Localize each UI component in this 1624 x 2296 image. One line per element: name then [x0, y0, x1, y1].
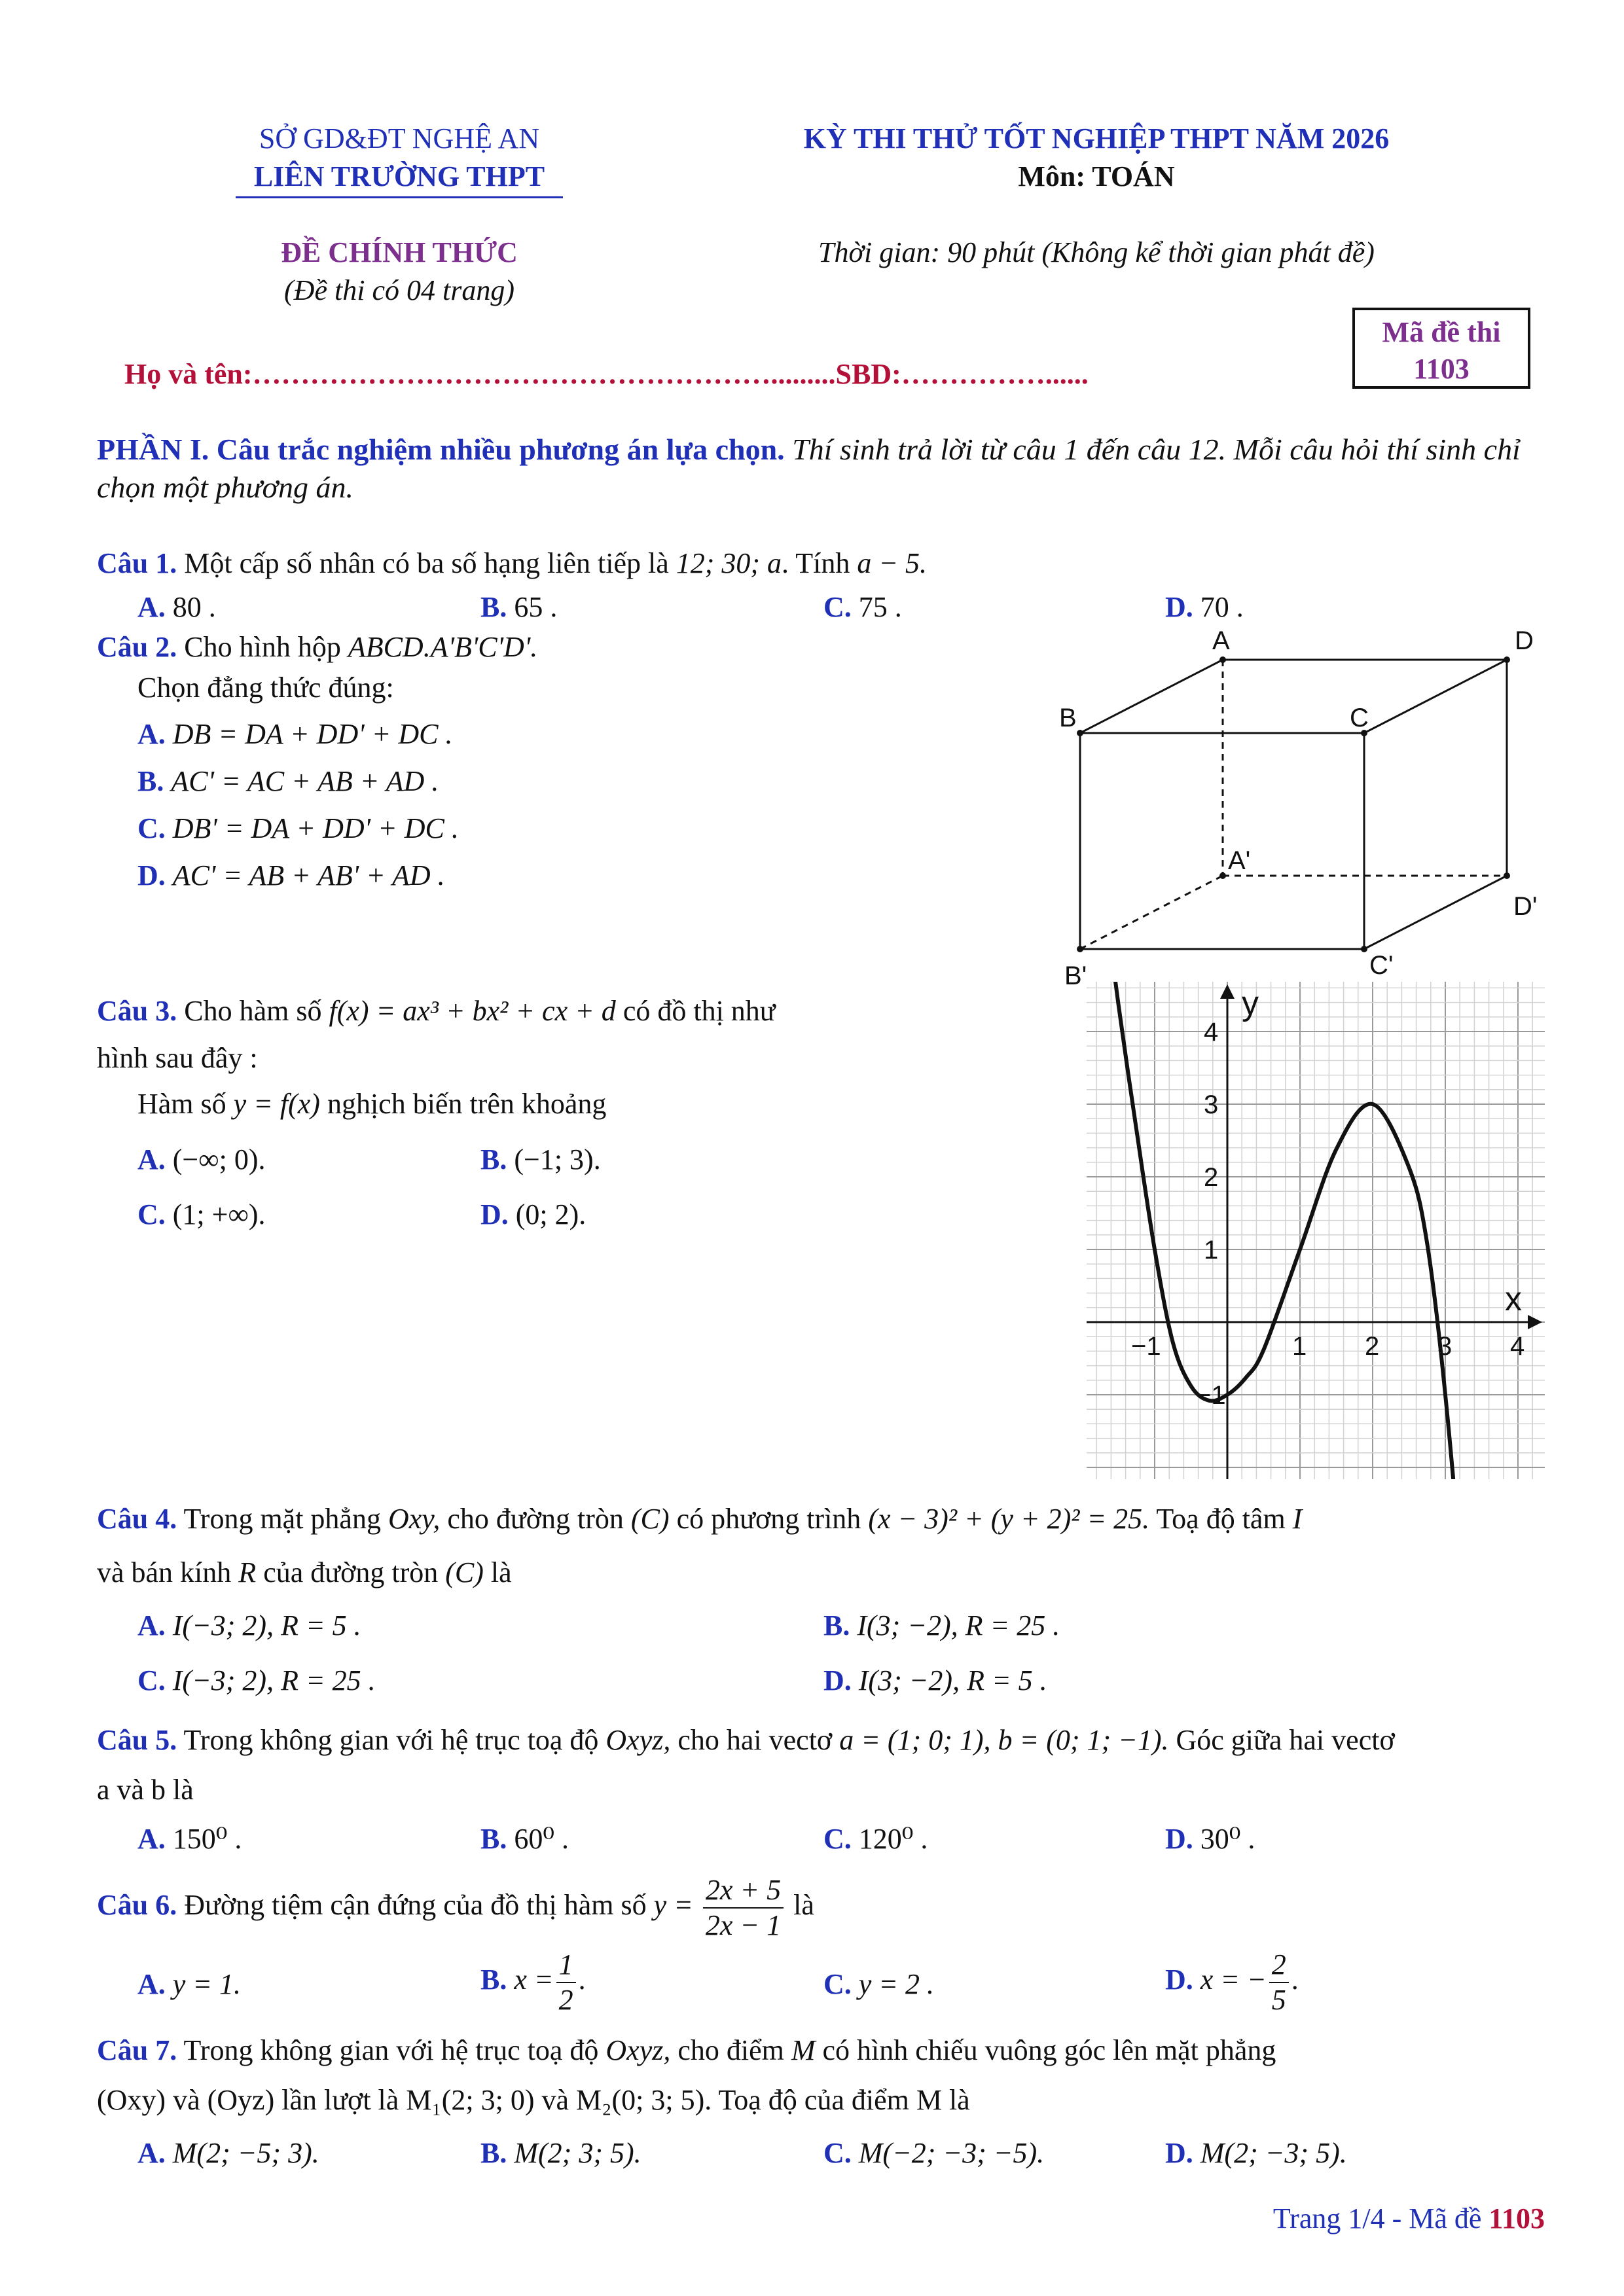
exam-code-value: 1103 [1413, 353, 1470, 385]
q1-label: Câu 1. [97, 547, 177, 579]
q4-text-b: cho đường tròn [447, 1503, 624, 1535]
pages-note: (Đề thi có 04 trang) [284, 274, 514, 306]
y-axis-arrow [1220, 984, 1235, 999]
q4-center: I [1292, 1503, 1303, 1535]
label-c: C [1350, 704, 1369, 732]
edge-b1a1 [1080, 876, 1223, 949]
q6-denominator: 2x − 1 [705, 1909, 782, 1941]
question-3 [97, 992, 776, 1030]
q1-expr: a − 5. [857, 547, 928, 579]
x-tick-label: 1 [1292, 1332, 1307, 1361]
q5-vectors: a = (1; 0; 1), b = (0; 1; −1). [839, 1724, 1169, 1756]
q6-text-a: Đường tiệm cận đứng của đồ thị hàm số [184, 1889, 647, 1922]
q3-func: f(x) = ax³ + bx² + cx + d [329, 995, 616, 1027]
q4-line2 [97, 1554, 512, 1592]
q5-oxyz: Oxyz, [605, 1724, 671, 1756]
q5-text-b: cho hai vectơ [677, 1724, 833, 1756]
vertex-c1 [1361, 946, 1367, 952]
q3-prompt-b: nghịch biến trên khoảng [327, 1088, 607, 1120]
q7-option-a[interactable]: A. M(2; −5; 3). [137, 2137, 319, 2169]
q7-text-c: có hình chiếu vuông góc lên mặt phẳng [822, 2034, 1276, 2066]
q3-prompt-func: y = f(x) [233, 1088, 320, 1120]
q7-c-text: M(−2; −3; −5). [858, 2137, 1045, 2169]
q7-option-c[interactable]: C. M(−2; −3; −5). [823, 2137, 1045, 2169]
q5-option-c[interactable]: C. 120⁰ . [823, 1823, 928, 1855]
label-a1: A' [1228, 846, 1251, 875]
q2-prompt: Chọn đẳng thức đúng: [137, 672, 394, 704]
q7-a-text: M(2; −5; 3). [172, 2137, 319, 2169]
q5-line2: a và b là [97, 1774, 194, 1806]
q4-option-b[interactable]: B. I(3; −2), R = 25 . [823, 1609, 1060, 1641]
exam-code-label: Mã đề thi [1382, 316, 1501, 348]
q7-d-text: M(2; −3; 5). [1200, 2137, 1347, 2169]
q3-c-text: (1; +∞). [172, 1198, 266, 1230]
q5-text-c: Góc giữa hai vectơ [1176, 1724, 1395, 1756]
q3-prompt-a: Hàm số [137, 1088, 226, 1120]
x-axis-label: x [1505, 1280, 1522, 1318]
x-tick-label: 3 [1437, 1332, 1453, 1361]
q4-line2-a: và bán kính [97, 1556, 232, 1588]
q1-b-text: 65 . [514, 591, 558, 623]
y-axis-label: y [1242, 984, 1259, 1022]
x-tick-label: 2 [1365, 1332, 1380, 1361]
q6-numerator: 2x + 5 [703, 1873, 784, 1909]
q6-a-text: y = 1. [172, 1968, 242, 2000]
q6-b-den: 2 [558, 1984, 573, 2016]
vertex-b [1077, 730, 1083, 736]
q4-option-a[interactable]: A. I(−3; 2), R = 5 . [137, 1609, 361, 1641]
q2-option-c[interactable]: C. DB' = DA + DD' + DC . [137, 812, 459, 844]
y-tick-label: 3 [1204, 1090, 1219, 1119]
q6-option-b[interactable]: B. x = $\frac{1}{2}$ . [480, 1948, 586, 2016]
y-tick-label: 2 [1204, 1163, 1219, 1192]
q5-a-text: 150⁰ . [172, 1823, 242, 1855]
q3-label: Câu 3. [97, 995, 177, 1027]
q2-box: ABCD.A'B'C'D'. [348, 631, 538, 663]
q3-text-b: có đồ thị như [623, 995, 776, 1027]
label-d: D [1515, 628, 1534, 655]
q6-b-pre: x = [514, 1964, 554, 1996]
edge-ba [1080, 660, 1223, 733]
x-axis-arrow [1528, 1315, 1542, 1329]
q5-option-d[interactable]: D. 30⁰ . [1165, 1823, 1255, 1855]
q6-fraction [703, 1873, 784, 1943]
q5-option-a[interactable]: A. 150⁰ . [137, 1823, 242, 1855]
q4-radius: R [238, 1556, 257, 1588]
q5-c-text: 120⁰ . [858, 1823, 928, 1855]
question-4 [97, 1500, 1543, 1538]
q5-label: Câu 5. [97, 1724, 177, 1756]
q7-m: M [791, 2034, 816, 2066]
q4-equation: (x − 3)² + (y + 2)² = 25. [868, 1503, 1150, 1535]
q3-text: Cho hàm số [184, 995, 322, 1027]
q6-option-d[interactable]: D. x = − $\frac{2}{5}$ . [1165, 1948, 1299, 2016]
q4-line2-b: của đường tròn [263, 1556, 439, 1588]
q4-line2-c: là [490, 1556, 512, 1588]
q2-b-text: AC' = AC + AB + AD . [171, 765, 439, 797]
y-tick-label: −1 [1196, 1381, 1226, 1410]
q3-b-text: (−1; 3). [514, 1143, 601, 1175]
q6-b-num: 1 [556, 1948, 576, 1983]
exam-title: KỲ THI THỬ TỐT NGHIỆP THPT NĂM 2026 [803, 122, 1390, 154]
q1-option-a[interactable]: A. 80 . [137, 591, 216, 623]
q7-line2: (Oxy) và (Oyz) lần lượt là M₁(2; 3; 0) và M₂(0; 3; 5). Toạ độ của điểm M là [97, 2084, 970, 2116]
vertex-b1 [1077, 946, 1083, 952]
footer-code: 1103 [1489, 2202, 1545, 2234]
q4-oxy: Oxy, [388, 1503, 441, 1535]
q5-text-a: Trong không gian với hệ trục toạ độ [183, 1724, 599, 1756]
q6-option-c[interactable]: C. y = 2 . [823, 1968, 935, 2000]
q6-y: y = [653, 1889, 693, 1922]
q4-circle-2: (C) [445, 1556, 484, 1588]
q6-option-a[interactable]: A. y = 1. [137, 1968, 242, 2000]
q2-c-text: DB' = DA + DD' + DC . [172, 812, 459, 844]
x-tick-label: 4 [1510, 1332, 1525, 1361]
x-tick-label: −1 [1131, 1332, 1161, 1361]
q2-a-text: DB = DA + DD' + DC . [172, 718, 453, 750]
q2-option-a[interactable]: A. DB = DA + DD' + DC . [137, 718, 453, 750]
q7-text-a: Trong không gian với hệ trục toạ độ [183, 2034, 599, 2066]
q1-c-text: 75 . [858, 591, 902, 623]
question-7 [97, 2032, 1543, 2070]
q6-text-b: là [793, 1889, 814, 1922]
q5-option-b[interactable]: B. 60⁰ . [480, 1823, 569, 1855]
label-b: B [1059, 704, 1077, 732]
q4-circle: (C) [630, 1503, 670, 1535]
cubic-graph [1087, 982, 1545, 1479]
q3-option-d[interactable]: D. (0; 2). [480, 1198, 586, 1230]
q7-b-text: M(2; 3; 5). [514, 2137, 641, 2169]
q1-option-c[interactable]: C. 75 . [823, 591, 902, 623]
vertex-d1 [1504, 872, 1510, 879]
q1-a-text: 80 . [172, 591, 216, 623]
q4-text-a: Trong mặt phẳng [183, 1503, 381, 1535]
school-underline [236, 196, 563, 198]
q4-option-d[interactable]: D. I(3; −2), R = 5 . [823, 1664, 1047, 1696]
vertex-a1 [1219, 872, 1226, 879]
q7-option-d[interactable]: D. M(2; −3; 5). [1165, 2137, 1347, 2169]
q4-label: Câu 4. [97, 1503, 177, 1535]
q7-option-b[interactable]: B. M(2; 3; 5). [480, 2137, 641, 2169]
q2-d-text: AC' = AB + AB' + AD . [172, 859, 445, 891]
label-c1: C' [1369, 951, 1394, 980]
q5-d-text: 30⁰ . [1200, 1823, 1255, 1855]
footer-page: Trang 1/4 - Mã đề [1272, 2202, 1482, 2234]
exam-code-box [1352, 308, 1530, 389]
q3-line2: hình sau đây : [97, 1042, 258, 1074]
vertex-d [1504, 656, 1510, 663]
q5-b-text: 60⁰ . [514, 1823, 569, 1855]
q4-d-text: I(3; −2), R = 5 . [858, 1664, 1047, 1696]
q4-option-c[interactable]: C. I(−3; 2), R = 25 . [137, 1664, 376, 1696]
question-1 [97, 545, 927, 583]
page-footer [1113, 2200, 1545, 2237]
question-5 [97, 1721, 1543, 1759]
q2-option-b[interactable]: B. AC' = AC + AB + AD . [137, 765, 439, 797]
q7-oxyz: Oxyz, [605, 2034, 671, 2066]
label-b1: B' [1064, 961, 1087, 990]
q1-d-text: 70 . [1200, 591, 1244, 623]
q4-c-text: I(−3; 2), R = 25 . [172, 1664, 376, 1696]
label-d1: D' [1513, 892, 1538, 921]
dept-name: SỞ GD&ĐT NGHỆ AN [259, 122, 540, 154]
school-name: LIÊN TRƯỜNG THPT [253, 160, 545, 192]
q6-d-den: 5 [1271, 1984, 1286, 2016]
q2-label: Câu 2. [97, 631, 177, 663]
q7-text-b: cho điểm [677, 2034, 784, 2066]
q2-text: Cho hình hộp [184, 631, 341, 663]
part1-instruction: Thí sinh trả lời từ câu 1 đến câu 12. Mỗi câu hỏi thí sinh chỉ chọn một phương án. [97, 433, 1521, 504]
q3-option-b[interactable]: B. (−1; 3). [480, 1143, 601, 1175]
q1-option-b[interactable]: B. 65 . [480, 591, 558, 623]
official-label: ĐỀ CHÍNH THỨC [281, 236, 518, 268]
name-sbd-field[interactable]: Họ và tên:……………………………………………….........SBD:……………...... [124, 358, 1089, 390]
vertex-a [1219, 656, 1226, 663]
edge-c1d1 [1364, 876, 1507, 949]
q1-text: Một cấp số nhân có ba số hạng liên tiếp là [184, 547, 669, 579]
q3-option-a[interactable]: A. (−∞; 0). [137, 1143, 266, 1175]
q6-d-num: 2 [1269, 1948, 1289, 1983]
q6-label: Câu 6. [97, 1889, 177, 1922]
q3-option-c[interactable]: C. (1; +∞). [137, 1198, 266, 1230]
subject: Môn: TOÁN [1018, 160, 1175, 192]
q4-b-text: I(3; −2), R = 25 . [857, 1609, 1060, 1641]
q4-text-c: có phương trình [676, 1503, 861, 1535]
q1-text-b: . Tính [782, 547, 850, 579]
q4-a-text: I(−3; 2), R = 5 . [172, 1609, 361, 1641]
q1-option-d[interactable]: D. 70 . [1165, 591, 1244, 623]
edge-cd [1364, 660, 1507, 733]
q2-option-d[interactable]: D. AC' = AB + AB' + AD . [137, 859, 445, 891]
label-a: A [1212, 628, 1230, 655]
cube-figure [1041, 628, 1551, 995]
function-curve [1104, 982, 1481, 1479]
q4-text-d: Toạ độ tâm [1156, 1503, 1286, 1535]
time-note: Thời gian: 90 phút (Không kể thời gian phát đề) [818, 236, 1375, 268]
question-6 [97, 1873, 814, 1943]
q1-seq: 12; 30; a [676, 547, 782, 579]
y-tick-label: 4 [1204, 1018, 1219, 1047]
question-2 [97, 628, 537, 666]
part1-title: PHẦN I. Câu trắc nghiệm nhiều phương án lựa chọn. [97, 433, 785, 466]
q3-d-text: (0; 2). [515, 1198, 586, 1230]
q6-d-pre: x = − [1200, 1964, 1267, 1996]
q3-prompt [137, 1085, 606, 1123]
y-tick-label: 1 [1204, 1236, 1219, 1265]
q6-c-text: y = 2 . [858, 1968, 935, 2000]
part1-heading [97, 431, 1543, 507]
q7-label: Câu 7. [97, 2034, 177, 2066]
q3-a-text: (−∞; 0). [172, 1143, 266, 1175]
